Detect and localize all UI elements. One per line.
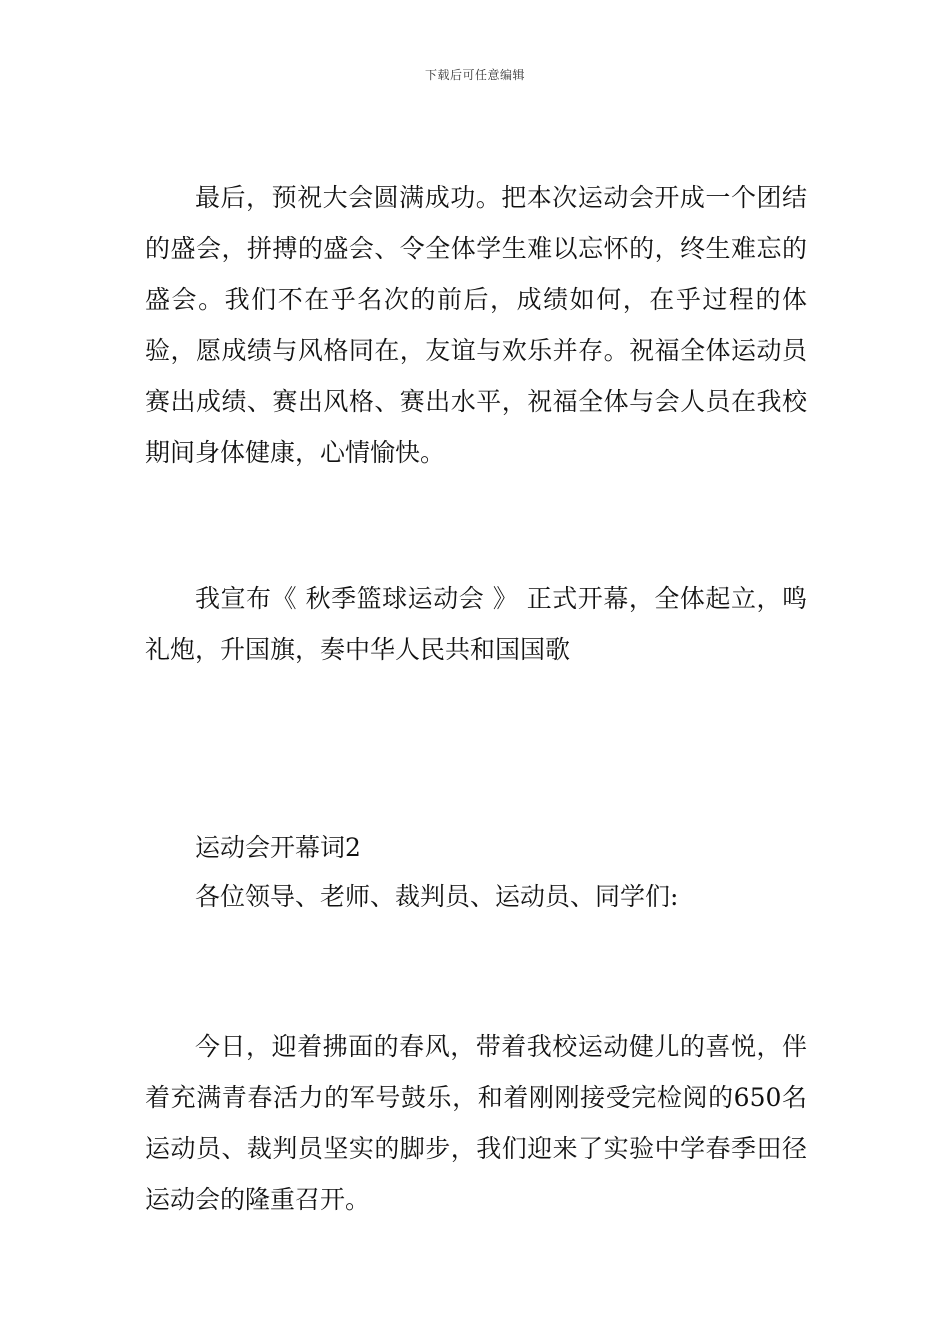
paragraph-declaration: 我宣布《 秋季篮球运动会 》 正式开幕，全体起立，鸣礼炮，升国旗，奏中华人民共和国国歌 [145,584,807,664]
paragraph-salutation: 各位领导、老师、裁判员、运动员、同学们: [195,882,679,911]
page-header-note: 下载后可任意编辑 [424,68,525,82]
paragraph-closing-wish: 最后，预祝大会圆满成功。把本次运动会开成一个团结的盛会，拼搏的盛会、令全体学生难以忘怀的，终生难忘的盛会。我们不在乎名次的前后，成绩如何，在乎过程的体验，愿成绩与风格同在，友谊与欢乐并存。祝福全体运动员赛出成绩、赛出风格、赛出水平，祝福全体与会人员在我校期间身体健康，心情愉快。 [145,183,807,467]
paragraph-opening: 今日，迎着拂面的春风，带着我校运动健儿的喜悦，伴着充满青春活力的军号鼓乐，和着刚刚接受完检阅的650名运动员、裁判员坚实的脚步，我们迎来了实验中学春季田径运动会的隆重召开。 [145,1032,807,1214]
section-title: 运动会开幕词2 [195,833,361,862]
